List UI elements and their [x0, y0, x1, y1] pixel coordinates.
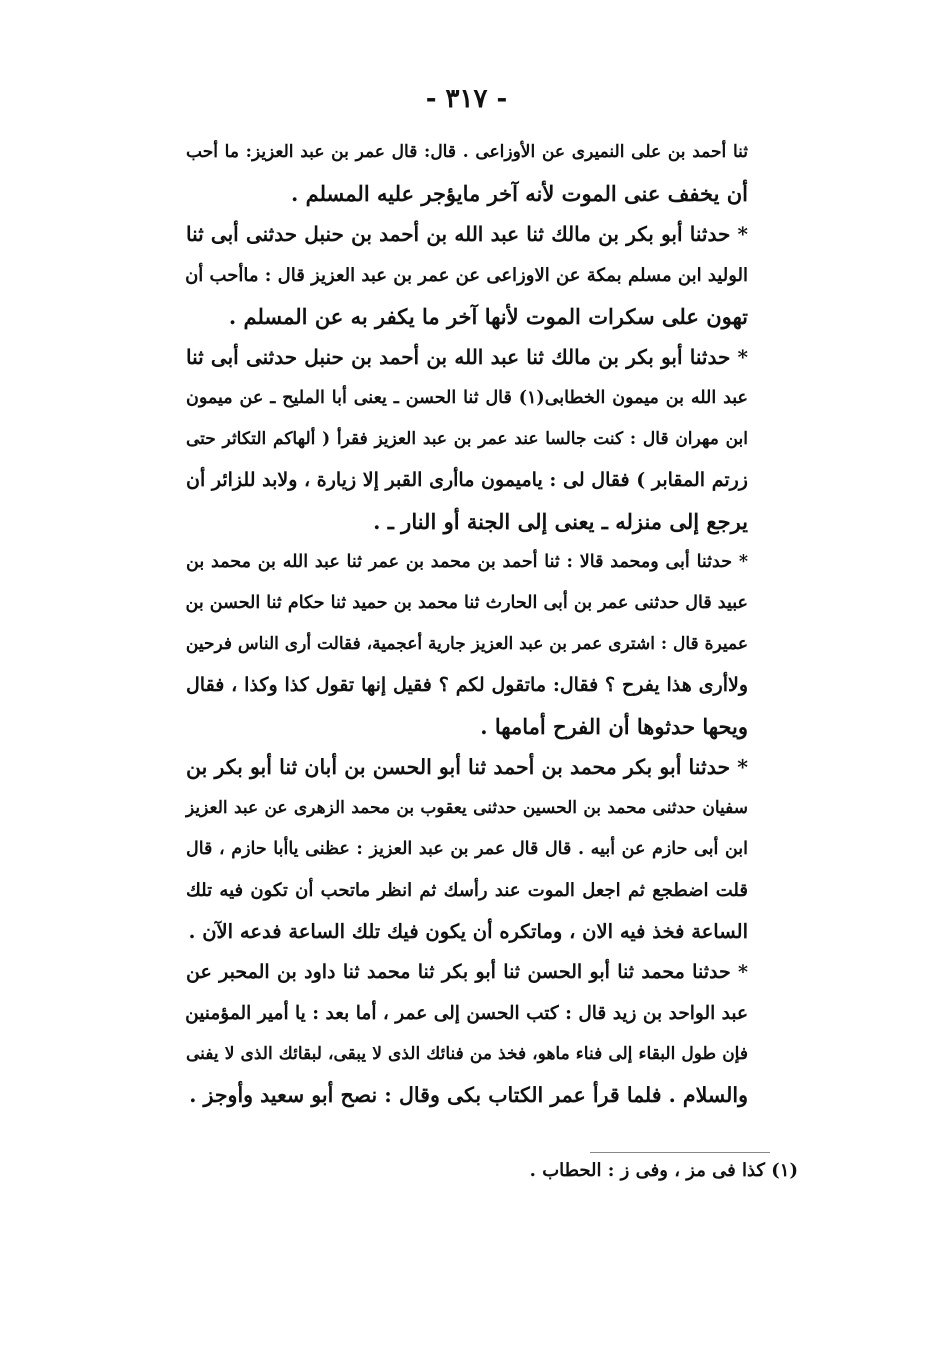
text-line: * حدثنا أبو بكر بن مالك ثنا عبد الله بن أحمد بن حنبل حدثنى أبى ثنا	[186, 345, 748, 369]
text-line: أن يخفف عنى الموت لأنه آخر مايؤجر عليه المسلم .	[291, 181, 748, 206]
text-line: فإن طول البقاء إلى فناء ماهو، فخذ من فنائك الذى لا يبقى، لبقائك الذى لا يفنى	[186, 1044, 748, 1064]
text-line: ثنا أحمد بن على النميرى عن الأوزاعى . قال: قال عمر بن عبد العزيز: ما أحب	[186, 142, 748, 162]
text-line: والسلام . فلما قرأ عمر الكتاب بكى وقال : نصح أبو سعيد وأوجز .	[189, 1083, 748, 1107]
text-line: * حدثنا أبى ومحمد قالا : ثنا أحمد بن محمد بن عمر ثنا عبد الله بن محمد بن	[186, 552, 748, 572]
text-line: * حدثنا أبو بكر محمد بن أحمد ثنا أبو الحسن بن أبان ثنا أبو بكر بن	[186, 755, 748, 779]
text-line: عميرة قال : اشترى عمر بن عبد العزيز جارية أعجمية، فقالت أرى الناس فرحين	[185, 634, 748, 654]
text-line: الساعة فخذ فيه الان ، وماتكره أن يكون فيك تلك الساعة فدعه الآن .	[188, 920, 748, 943]
text-line: الوليد ابن مسلم بمكة عن الاوزاعى عن عمر بن عبد العزيز قال : ماأحب أن	[185, 265, 748, 286]
page-number: - ٣١٧ -	[425, 84, 508, 114]
text-line: ابن أبى حازم عن أبيه . قال قال عمر بن عبد العزيز : عظنى ياأبا حازم ، قال	[186, 839, 748, 859]
text-line: يرجع إلى منزله ـ يعنى إلى الجنة أو النار ـ .	[373, 509, 748, 534]
text-line: تهون على سكرات الموت لأنها آخر ما يكفر به عن المسلم .	[228, 304, 748, 329]
text-line: عبد الواحد بن زيد قال : كتب الحسن إلى عمر ، أما بعد : يا أمير المؤمنين	[185, 1003, 748, 1024]
text-line: عبيد قال حدثنى عمر بن أبى الحارث ثنا محمد بن حميد ثنا حكام ثنا الحسن بن	[185, 593, 748, 613]
footnote-divider	[590, 1152, 770, 1153]
text-line: عبد الله بن ميمون الخطابى(١) قال ثنا الحسن ـ يعنى أبا المليح ـ عن ميمون	[186, 388, 748, 408]
footnote: (١) كذا فى مز ، وفى ز : الحطاب .	[529, 1160, 798, 1181]
main-text	[186, 132, 748, 1116]
text-line: * حدثنا محمد ثنا أبو الحسن ثنا أبو بكر ثنا محمد ثنا داود بن المحبر عن	[186, 961, 748, 983]
text-line: قلت اضطجع ثم اجعل الموت عند رأسك ثم انظر ماتحب أن تكون فيه تلك	[186, 880, 748, 901]
text-line: ولاأرى هذا يفرح ؟ فقال: ماتقول لكم ؟ فقيل إنها تقول كذا وكذا ، فقال	[186, 674, 748, 696]
text-line: زرتم المقابر ) فقال لى : ياميمون ماأرى القبر إلا زيارة ، ولابد للزائر أن	[186, 469, 748, 491]
text-line: ويحها حدثوها أن الفرح أمامها .	[480, 714, 748, 739]
text-line: ابن مهران قال : كنت جالسا عند عمر بن عبد العزيز فقرأ ( ألهاكم التكاثر حتى	[186, 429, 748, 449]
text-line: * حدثنا أبو بكر بن مالك ثنا عبد الله بن أحمد بن حنبل حدثنى أبى ثنا	[186, 222, 748, 246]
text-line: سفيان حدثنى محمد بن الحسين حدثنى يعقوب بن محمد الزهرى عن عبد العزيز	[186, 798, 748, 818]
